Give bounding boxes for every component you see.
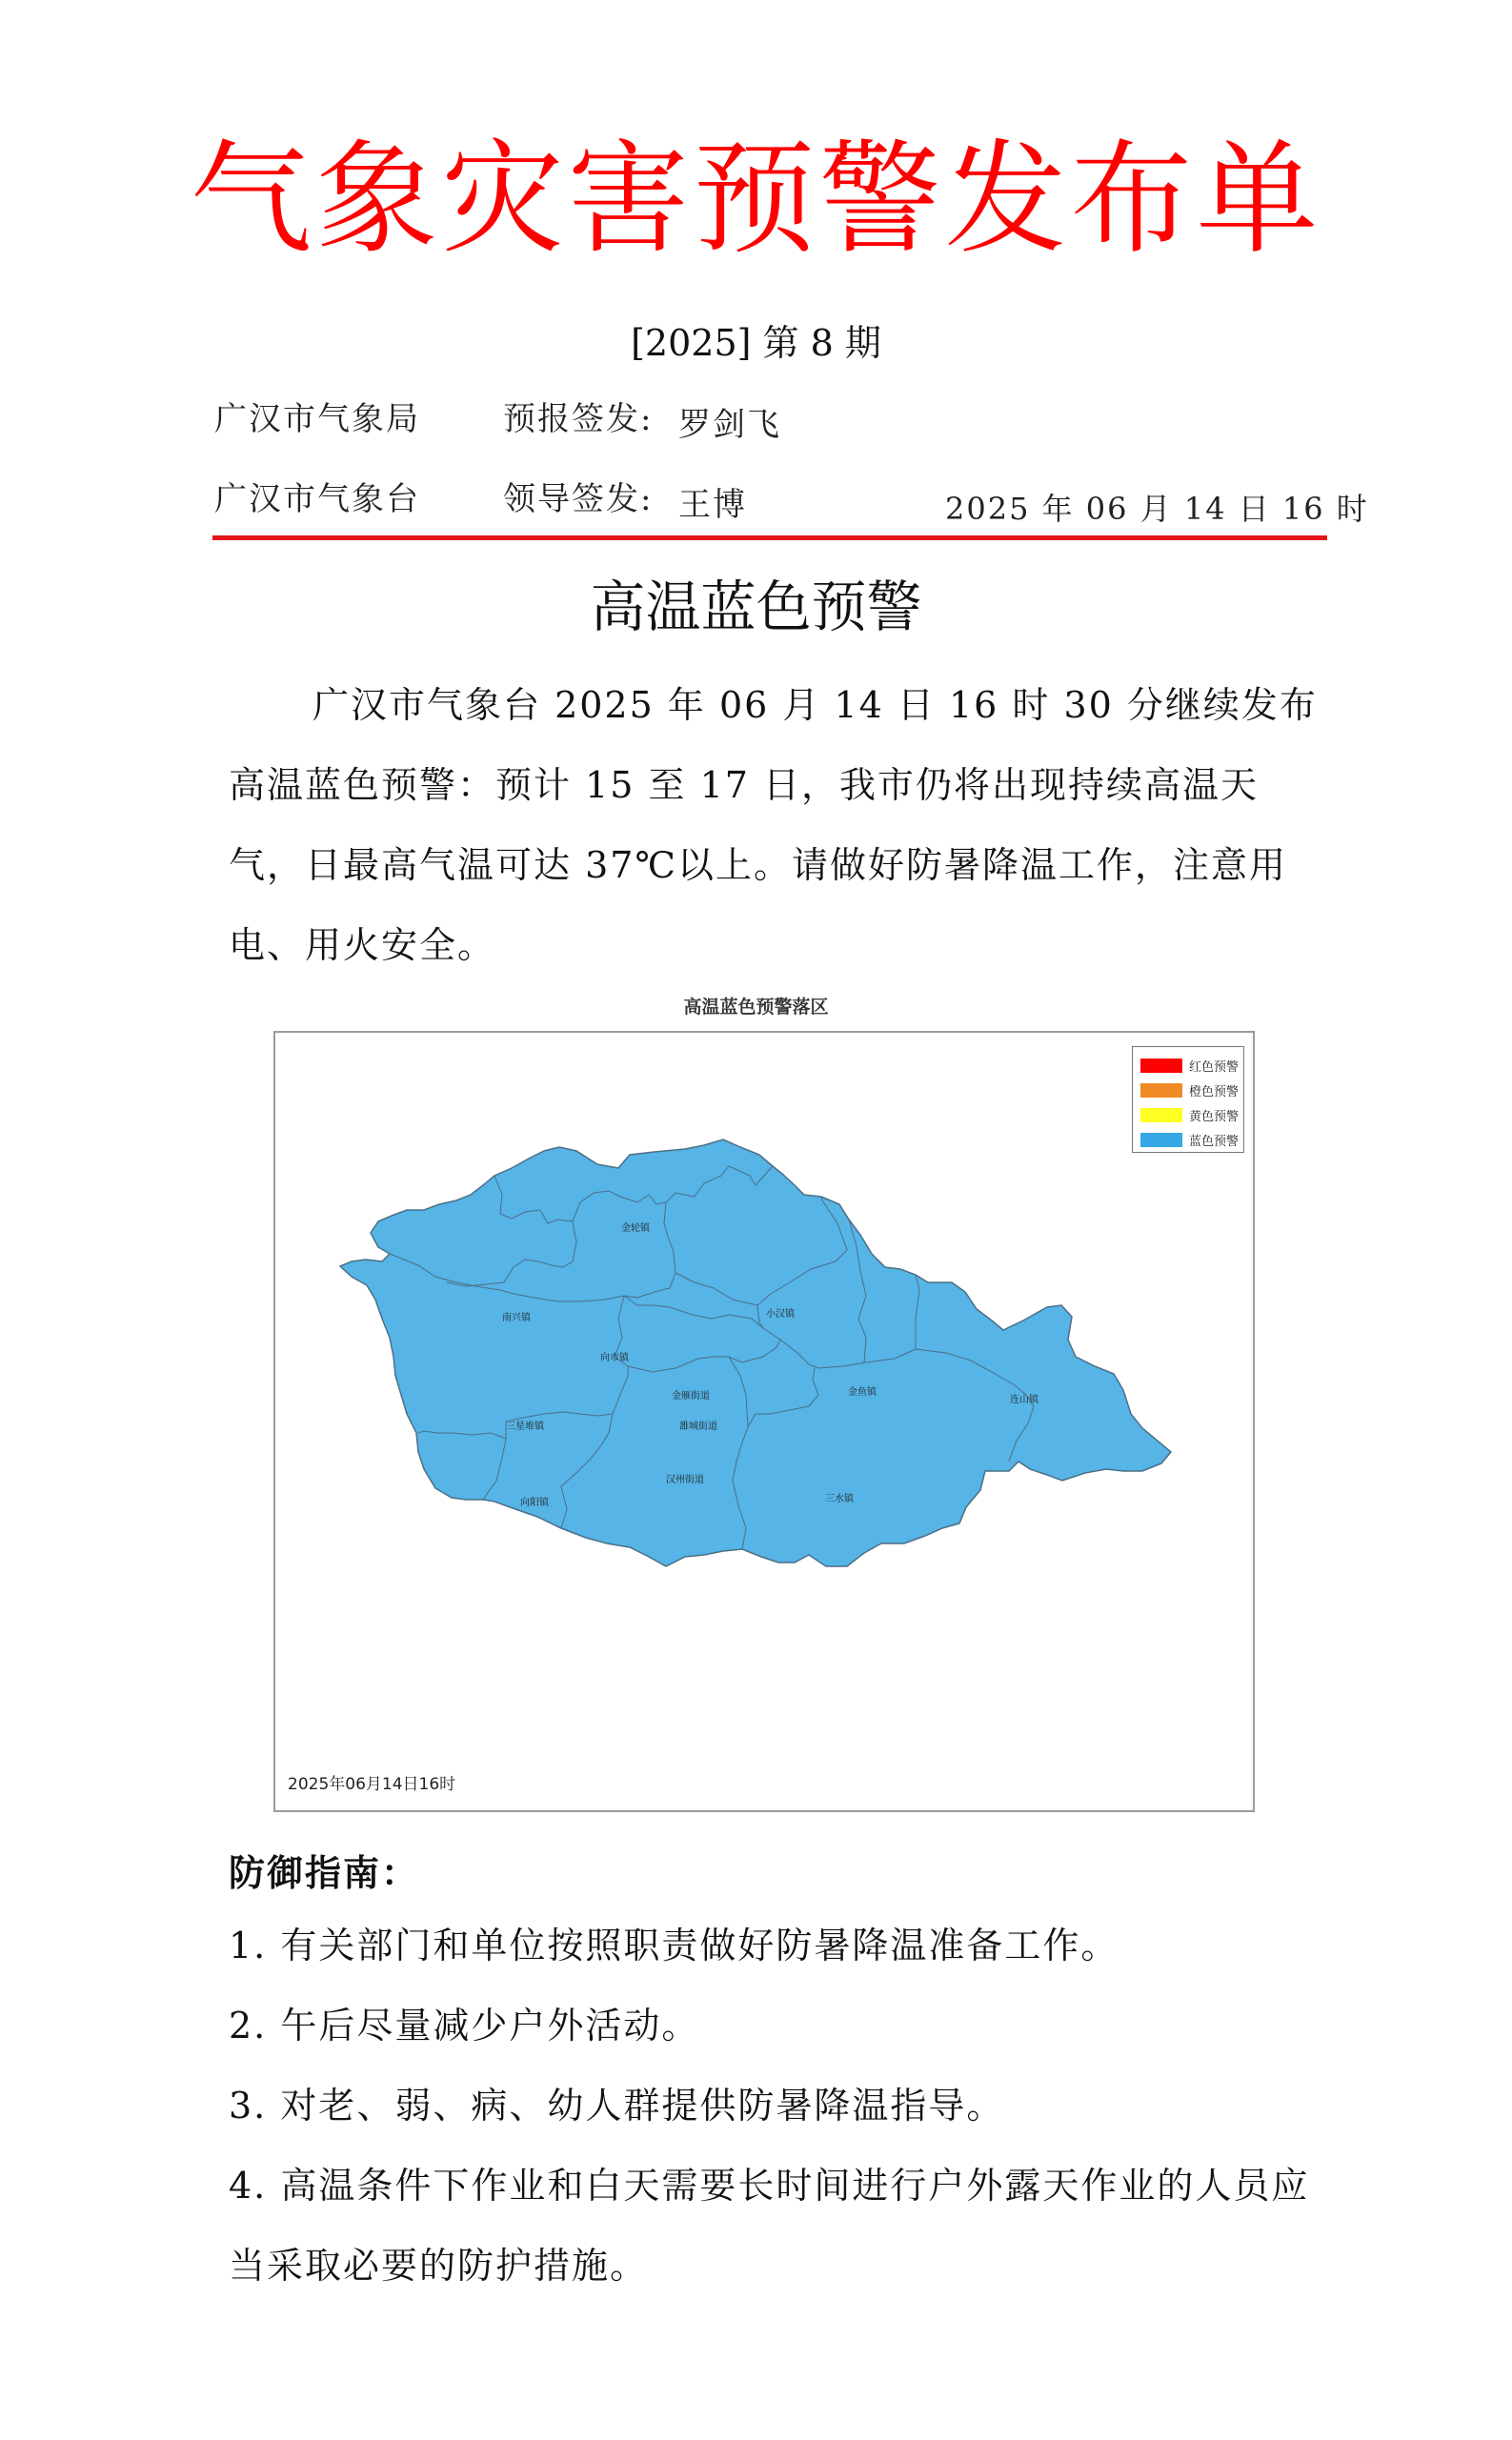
leader-sign-label: 领导签发:: [503, 480, 654, 518]
region-label-jinlun: 金轮镇: [621, 1223, 650, 1234]
warning-title: 高温蓝色预警: [590, 575, 922, 639]
region-label-xiangshi: 向市镇: [600, 1353, 629, 1363]
map-title: 高温蓝色预警落区: [683, 997, 829, 1018]
region-label-xuezhou: 雒城街道: [679, 1422, 717, 1432]
region-label-jinyu: 金鱼镇: [848, 1387, 877, 1398]
region-label-sanxingdui: 三星堆镇: [506, 1422, 544, 1432]
leader-signer: 王博: [678, 486, 747, 524]
city-outline: [340, 1139, 1171, 1566]
legend-item-yellow: [1133, 1102, 1243, 1127]
legend-label-yellow: 黄色预警: [1189, 1109, 1240, 1124]
legend-item-blue: [1133, 1127, 1243, 1152]
issue-time: 2025 年 06 月 14 日 16 时: [945, 491, 1369, 527]
map-legend: [1132, 1046, 1244, 1153]
region-label-sanshui: 三水镇: [825, 1494, 854, 1504]
guide-item-1: 1. 有关部门和单位按照职责做好防暑降温准备工作。: [229, 1925, 1119, 1966]
guide-heading: 防御指南：: [229, 1852, 420, 1894]
agency-observatory: 广汉市气象台: [214, 480, 420, 518]
legend-item-orange: [1133, 1078, 1243, 1102]
legend-swatch-blue: [1140, 1133, 1182, 1147]
guide-item-3: 3. 对老、弱、病、幼人群提供防暑降温指导。: [229, 2085, 1005, 2127]
warning-area-map: [275, 1033, 1253, 1810]
map-timestamp: 2025年06月14日16时: [288, 1775, 456, 1794]
guide-item-2: 2. 午后尽量减少户外活动。: [229, 2005, 700, 2047]
issue-number: [2025] 第 8 期: [631, 322, 881, 364]
forecast-sign-label: 预报签发:: [503, 400, 654, 438]
legend-swatch-orange: [1140, 1083, 1182, 1098]
forecast-signer: 罗剑飞: [678, 406, 781, 444]
legend-item-red: [1133, 1053, 1243, 1078]
legend-label-orange: 橙色预警: [1189, 1084, 1240, 1099]
region-label-lianshan: 连山镇: [1010, 1395, 1038, 1405]
document-title: 气象灾害预警发布单: [190, 129, 1322, 271]
legend-label-blue: 蓝色预警: [1189, 1134, 1240, 1149]
legend-label-red: 红色预警: [1189, 1059, 1240, 1075]
agency-bureau: 广汉市气象局: [214, 400, 420, 438]
region-label-nanxing: 南兴镇: [502, 1313, 531, 1323]
warning-body: 广汉市气象台 2025 年 06 月 14 日 16 时 30 分继续发布高温蓝色预警：预计 15 至 17 日，我市仍将出现持续高温天气，日最高气温可达 37℃以上。请做好防暑降温工作，注意用电、用火安全。: [229, 684, 1318, 966]
region-label-hanzhou: 汉州街道: [666, 1475, 704, 1485]
legend-swatch-red: [1140, 1059, 1182, 1073]
region-label-xiaohan: 小汉镇: [766, 1309, 795, 1320]
region-label-xinfeng: 向阳镇: [520, 1498, 549, 1508]
region-label-jinyan: 金雁街道: [672, 1391, 710, 1401]
map-frame: [273, 1031, 1255, 1812]
header-divider: [212, 535, 1327, 540]
legend-swatch-yellow: [1140, 1108, 1182, 1122]
guide-item-4: 4. 高温条件下作业和白天需要长时间进行户外露天作业的人员应当采取必要的防护措施。: [229, 2165, 1310, 2287]
